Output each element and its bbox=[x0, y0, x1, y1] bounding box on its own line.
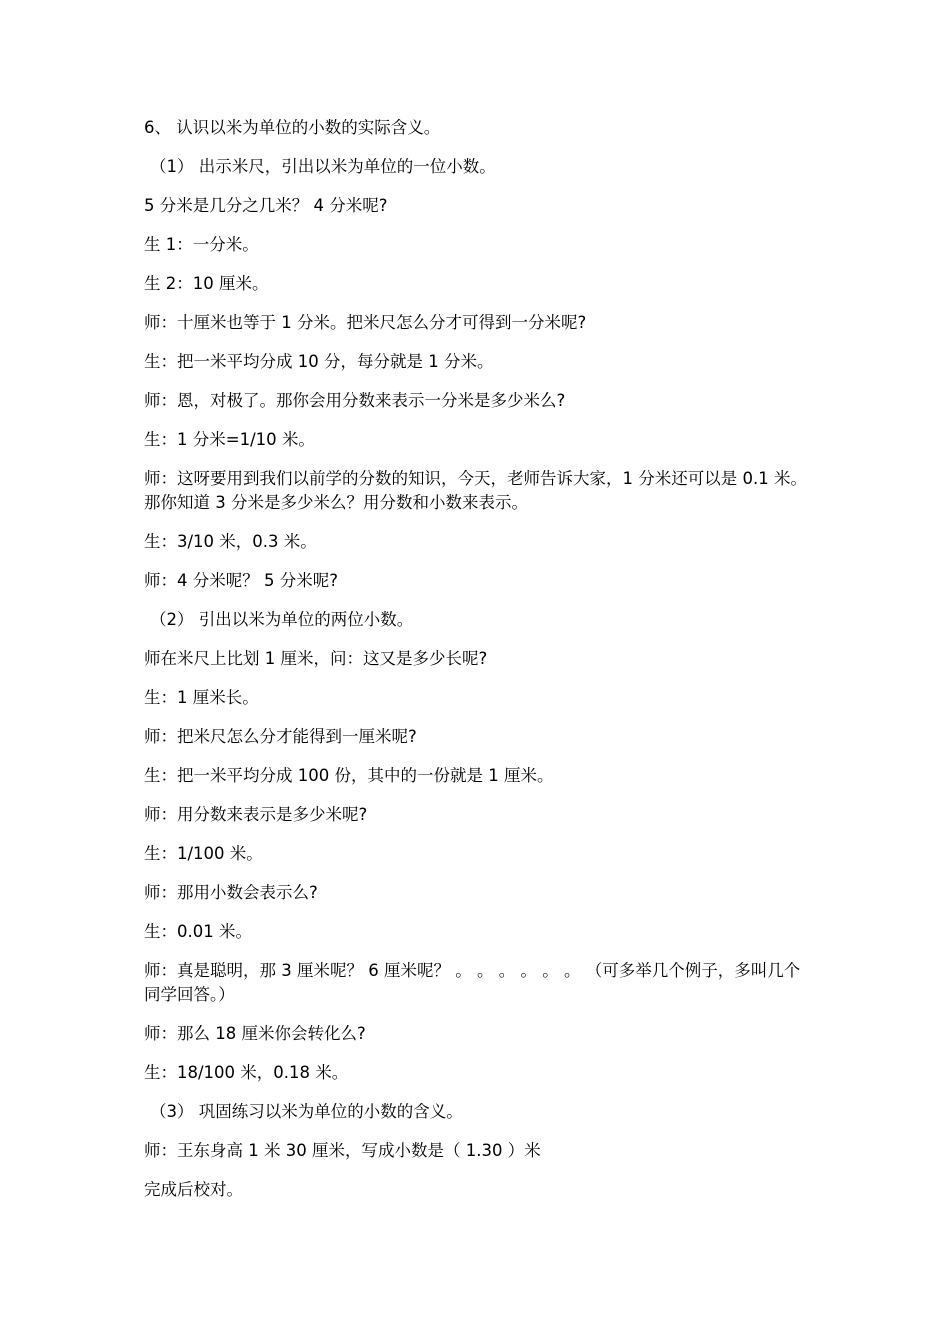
paragraph: 5 分米是几分之几米？ 4 分米呢? bbox=[144, 196, 388, 215]
paragraph: 生：18/100 米，0.18 米。 bbox=[144, 1063, 349, 1082]
subsection-heading: （3） 巩固练习以米为单位的小数的含义。 bbox=[150, 1102, 463, 1121]
paragraph: 生：把一米平均分成 10 分，每分就是 1 分米。 bbox=[144, 352, 494, 371]
paragraph: 生：1 分米=1/10 米。 bbox=[144, 430, 315, 449]
paragraph: 师：这呀要用到我们以前学的分数的知识，今天，老师告诉大家，1 分米还可以是 0.1 米。那你知道 3 分米是多少米么？用分数和小数来表示。 bbox=[144, 469, 807, 512]
paragraph: 师：4 分米呢？ 5 分米呢? bbox=[144, 571, 338, 590]
paragraph: 师：真是聪明，那 3 厘米呢？ 6 厘米呢？ 。 。 。 。 。 。 （可多举几个例子，多叫几个同学回答。） bbox=[144, 961, 801, 1004]
subsection-heading: （2） 引出以米为单位的两位小数。 bbox=[150, 610, 414, 629]
paragraph: 生：1/100 米。 bbox=[144, 844, 263, 863]
paragraph: 师：把米尺怎么分才能得到一厘米呢? bbox=[144, 727, 417, 746]
paragraph: 生：把一米平均分成 100 份，其中的一份就是 1 厘米。 bbox=[144, 766, 554, 785]
paragraph: 师在米尺上比划 1 厘米，问：这又是多少长呢? bbox=[144, 649, 488, 668]
section-heading: 6、 认识以米为单位的小数的实际含义。 bbox=[144, 118, 441, 137]
subsection-heading: （1） 出示米尺，引出以米为单位的一位小数。 bbox=[150, 157, 496, 176]
paragraph: 完成后校对。 bbox=[144, 1180, 243, 1199]
paragraph: 师：恩，对极了。那你会用分数来表示一分米是多少米么? bbox=[144, 391, 566, 410]
paragraph: 师：那用小数会表示么? bbox=[144, 883, 318, 902]
paragraph: 生：0.01 米。 bbox=[144, 922, 252, 941]
paragraph: 师：王东身高 1 米 30 厘米，写成小数是（ 1.30 ）米 bbox=[144, 1141, 541, 1160]
paragraph: 师：十厘米也等于 1 分米。把米尺怎么分才可得到一分米呢? bbox=[144, 313, 587, 332]
paragraph: 生 2：10 厘米。 bbox=[144, 274, 269, 293]
paragraph: 生：3/10 米，0.3 米。 bbox=[144, 532, 317, 551]
paragraph: 生 1：一分米。 bbox=[144, 235, 259, 254]
paragraph: 师：用分数来表示是多少米呢? bbox=[144, 805, 368, 824]
paragraph: 生：1 厘米长。 bbox=[144, 688, 259, 707]
paragraph: 师：那么 18 厘米你会转化么? bbox=[144, 1024, 366, 1043]
